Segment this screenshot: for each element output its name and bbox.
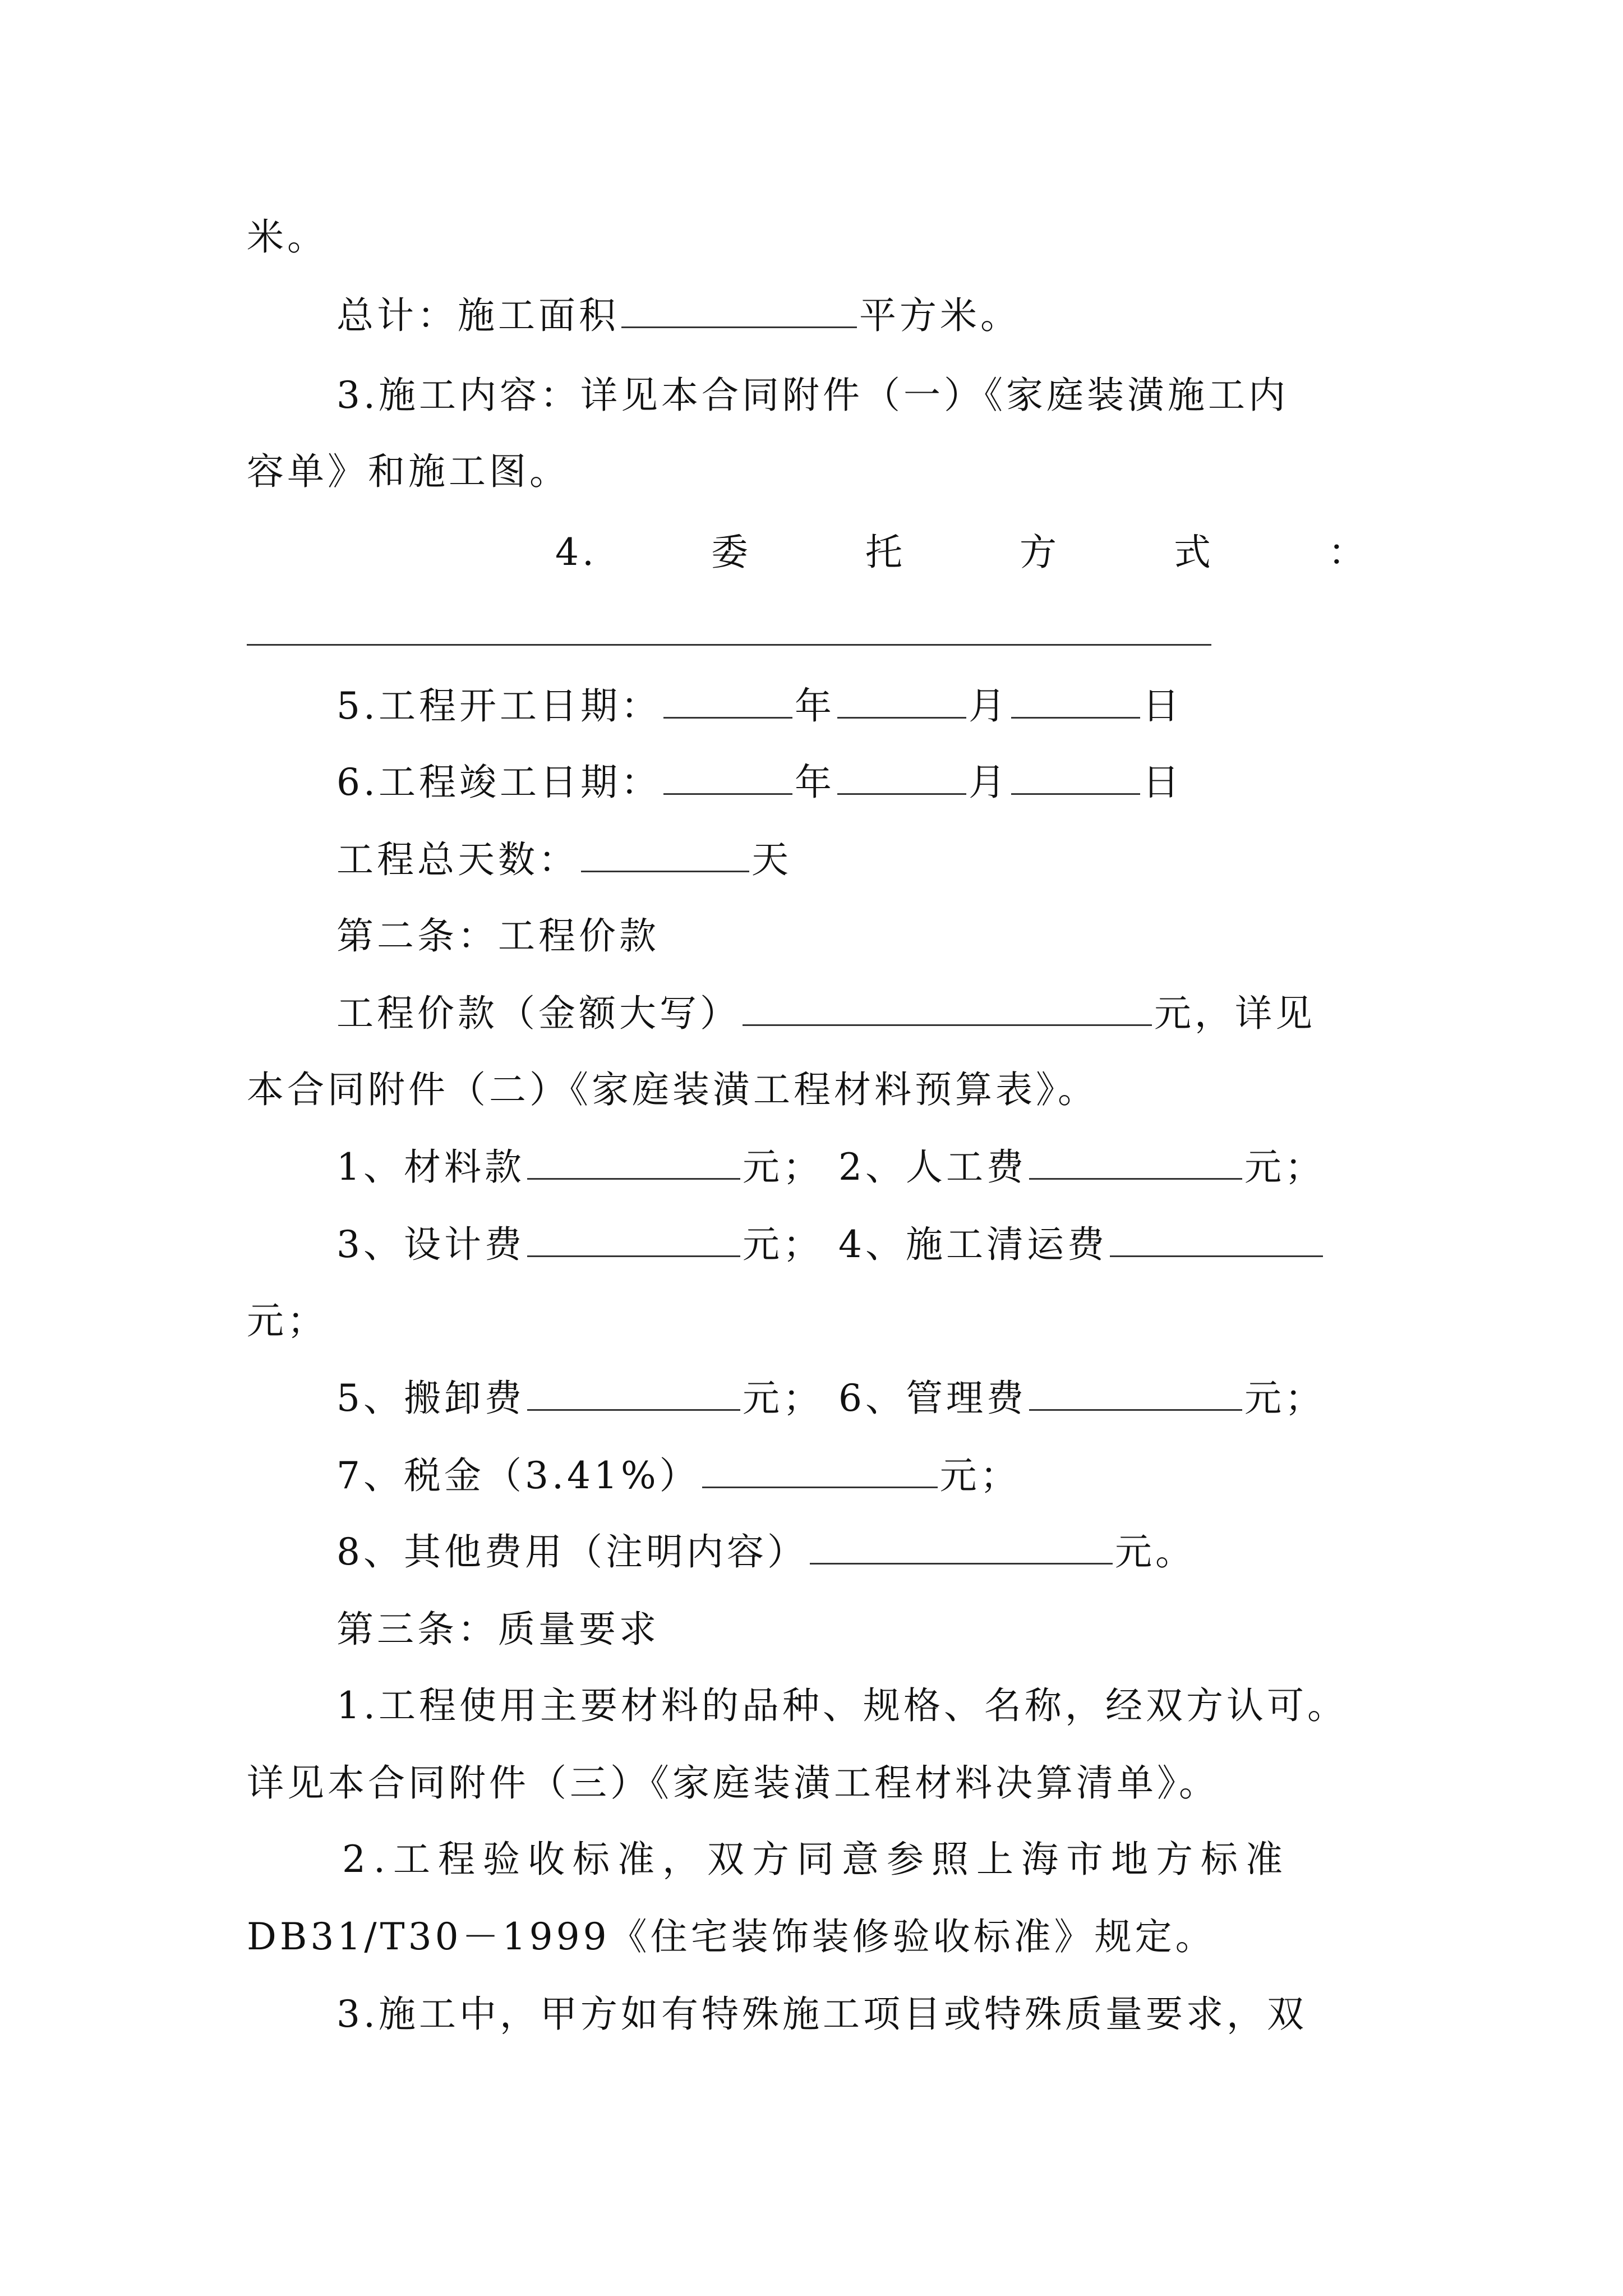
area-blank[interactable] bbox=[621, 292, 857, 328]
fee-line-3: 5、搬卸费 元； 6、管理费 元； bbox=[336, 1373, 1385, 1424]
cleanup-fee-blank[interactable] bbox=[1110, 1221, 1323, 1257]
text-line: 本合同附件（二）《家庭装潢工程材料预算表》。 bbox=[247, 1068, 1098, 1111]
end-year-blank[interactable] bbox=[663, 758, 792, 795]
text-line: 1.工程使用主要材料的品种、规格、名称，经双方认可。 bbox=[336, 1684, 1348, 1727]
end-date-line: 6.工程竣工日期： 年 月 日 bbox=[336, 757, 1385, 808]
other-fee-line: 8、其他费用（注明内容） 元。 bbox=[336, 1527, 1385, 1577]
commission-method-blank[interactable] bbox=[247, 644, 1211, 646]
material-fee-blank[interactable] bbox=[527, 1143, 740, 1180]
text-line: 元； bbox=[247, 1299, 328, 1342]
end-day-blank[interactable] bbox=[1011, 758, 1140, 795]
other-fee-blank[interactable] bbox=[810, 1528, 1113, 1565]
management-fee-blank[interactable] bbox=[1029, 1374, 1242, 1411]
text-line: DB31/T30－1999《住宅装饰装修验收标准》规定。 bbox=[247, 1915, 1216, 1958]
end-month-blank[interactable] bbox=[837, 758, 966, 795]
price-blank[interactable] bbox=[743, 990, 1152, 1026]
start-month-blank[interactable] bbox=[837, 682, 966, 719]
tax-blank[interactable] bbox=[702, 1452, 938, 1488]
start-date-line: 5.工程开工日期： 年 月 日 bbox=[336, 681, 1385, 731]
total-days-line: 工程总天数： 天 bbox=[336, 835, 1385, 885]
text-line: 3.施工中，甲方如有特殊施工项目或特殊质量要求，双 bbox=[336, 1993, 1307, 2036]
section-heading: 第三条：质量要求 bbox=[336, 1608, 660, 1651]
fee-line-2: 3、设计费 元； 4、施工清运费 bbox=[336, 1220, 1385, 1270]
days-blank[interactable] bbox=[581, 836, 749, 872]
text-line: 详见本合同附件（三）《家庭装潢工程材料决算清单》。 bbox=[247, 1761, 1219, 1805]
handling-fee-blank[interactable] bbox=[527, 1374, 740, 1411]
text-line: 2.工程验收标准，双方同意参照上海市地方标准 bbox=[342, 1838, 1290, 1881]
total-area-line: 总计：施工面积 平方米。 bbox=[336, 291, 1385, 341]
text-line: 米。 bbox=[247, 215, 328, 259]
text-line: 3.施工内容：详见本合同附件（一）《家庭装潢施工内 bbox=[336, 374, 1289, 417]
commission-method-line: 4. 委 托 方 式 ： bbox=[555, 531, 1368, 574]
fee-line-1: 1、材料款 元； 2、人工费 元； bbox=[336, 1142, 1385, 1193]
text-line: 容单》和施工图。 bbox=[247, 450, 570, 493]
tax-line: 7、税金（3.41%） 元； bbox=[336, 1451, 1385, 1501]
price-line: 工程价款（金额大写） 元，详见 bbox=[336, 988, 1385, 1039]
design-fee-blank[interactable] bbox=[527, 1221, 740, 1257]
start-day-blank[interactable] bbox=[1011, 682, 1140, 719]
labor-fee-blank[interactable] bbox=[1029, 1143, 1242, 1180]
section-heading: 第二条：工程价款 bbox=[336, 914, 660, 958]
start-year-blank[interactable] bbox=[663, 682, 792, 719]
